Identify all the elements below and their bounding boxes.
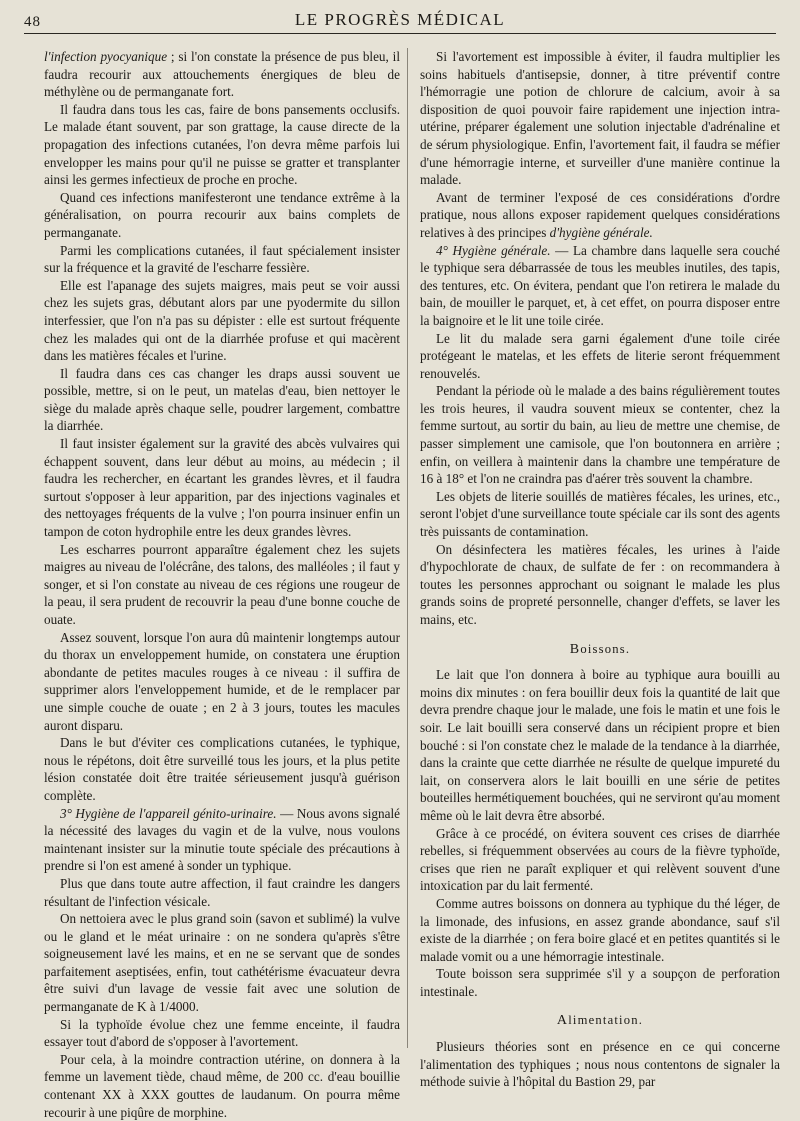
paragraph: Il faudra dans tous les cas, faire de bons pansements occlusifs. Le malade étant souvent, par son grattage, la cause directe de la propagation des infections cutanées, l'on devra même parfois lui envelopper les mains pour qu'il ne puisse se gratter et transplanter ainsi les germes infectieux de proche en proche. [44,101,400,188]
paragraph [44,805,400,875]
page-header [0,0,800,34]
paragraph-text: Avant de terminer l'exposé de ces considérations d'ordre pratique, nous allons exposer rapidement quelques considérations relatives à des principes [420,189,780,240]
paragraph [420,242,780,330]
section-heading-boissons: Boissons. [569,641,631,657]
paragraph: Plus que dans toute autre affection, il faut craindre les dangers résultant de l'infection vésicale. [44,875,400,909]
paragraph-text: — Nous avons signalé la nécessité des lavages du vagin et de la vulve, nous voulons maintenant insister sur la minutie toute spéciale des précautions à prendre si l'on est amené à sonder un typhique. [44,805,400,874]
paragraph: Si la typhoïde évolue chez une femme enceinte, il faudra essayer tout d'abord de s'opposer à l'avortement. [44,1016,400,1050]
paragraph: Les escharres pourront apparaître également chez les sujets maigres au niveau de l'olécrâne, des talons, des malléoles ; il faut y songer, et si l'on constate au niveau de ces régions une rougeur de la peau, il sera prudent de recouvrir la peau d'une bonne couche de ouate. [44,541,400,627]
paragraph: Parmi les complications cutanées, il faut spécialement insister sur la fréquence et la gravité de l'escharre fessière. [44,242,400,276]
column-divider [407,48,408,1048]
paragraph: Il faut insister également sur la gravité des abcès vulvaires qui échappent souvent, dans leur début au moins, au médecin ; il faudra les rechercher, en écartant les grandes lèvres, et il faudra surtout s'opposer à leur apparition, par des injections vaginales et des nettoyages fréquents de la vulve ; l'on pourra insinuer enfin un tampon de coton hydrophile entre les deux grandes lèvres. [44,436,400,540]
paragraph-text: ; si l'on constate la présence de pus bleu, il faudra recourir aux attouchements énergiques de bleu de méthylène ou de permanganate fort. [44,49,400,100]
subsection-heading: 3° Hygiène de l'appareil génito-urinaire. [60,805,277,821]
paragraph: Plusieurs théories sont en présence en ce qui concerne l'alimentation des typhiques ; nous nous contentons de signaler la méthode suivie à l'hôpital du Bastion 29, par [420,1039,780,1090]
paragraph [44,48,400,101]
paragraph: Le lit du malade sera garni également d'une toile cirée protégeant le matelas, et les effets de literie seront fréquemment renouvelés. [420,330,780,381]
header-rule [24,33,776,34]
italic-text: l'infection pyocyanique [44,49,168,64]
subsection-heading: 4° Hygiène générale. [436,242,551,258]
paragraph: Assez souvent, lorsque l'on aura dû maintenir longtemps autour du thorax un enveloppement humide, on constatera une éruption abondante de petites macules rouges à ce niveau : il suffira de supprimer alors l'enveloppement humide, et de le remplacer par une simple couche de ouate ; en 2 à 3 jours, toutes les macules auront disparu. [44,629,400,733]
paragraph [420,189,780,242]
paragraph: Grâce à ce procédé, on évitera souvent ces crises de diarrhée rebelles, si fréquemment observées au cours de la fièvre typhoïde, crises que rien ne paraît expliquer et qui relèvent souvent d'une intoxication par du lait fermenté. [420,825,780,894]
paragraph: Quand ces infections manifesteront une tendance extrême à la généralisation, on pourra recourir aux bains complets de permanganate. [44,189,400,240]
paragraph: Pendant la période où le malade a des bains régulièrement toutes les trois heures, il vaudra souvent mieux se contenter, chez la femme surtout, au sortir du bain, au lieu de mettre une chemise, de passer simplement une camisole, que l'on boutonnera en arrière ; enfin, on veillera à maintenir dans la chambre une température de 16 à 18° et l'on ne craindra pas d'aérer très souvent la chambre. [420,383,780,487]
paragraph-text: — La chambre dans laquelle sera couché le typhique sera débarrassée de tous les meubles inutiles, des tapis, des tentures, etc. On évitera, pendant que l'on retirera le malade du bain, de mouiller le parquet, et, à cet effet, on pourra disposer entre la baignoire et le lit une toile cirée. [420,242,780,328]
italic-text: d'hygiène générale. [549,224,653,240]
paragraph: Le lait que l'on donnera à boire au typhique aura bouilli au moins dix minutes : on fera bouillir deux fois la quantité de lait que devra prendre chaque jour le malade, une fois le matin et une fois le soir. Le lait bouilli sera conservé dans un récipient propre et bien bouché : si l'on constate chez le malade de la tendance à la diarrhée, dans la crainte que cette diarrhée ne résulte de quelque impureté du lait, on conservera alors le lait bouilli en une série de petites bouteilles hermétiquement bouchées, qui ne serviront qu'au moment même où le lait devra être absorbé. [420,667,780,823]
paragraph: Dans le but d'éviter ces complications cutanées, le typhique, nous le répétons, doit être surveillé tous les jours, et la plus petite lésion constatée doit être traitée sérieusement jusqu'à guérison complète. [44,735,400,803]
paragraph: Les objets de literie souillés de matières fécales, les urines, etc., seront l'objet d'une surveillance toute spéciale car ils sont des agents très puissants de contamination. [420,488,780,540]
paragraph: Si l'avortement est impossible à éviter, il faudra multiplier les soins habituels d'antisepsie, donner, à titre préventif contre l'hémorragie une potion de chlorure de calcium, avoir à sa disposition de quoi pouvoir faire rapidement une injection intra-utérine, préparer également une solution injectable d'adrénaline et de sérum physiologique. Enfin, l'avortement fait, il faudra se méfier d'une hémorragie interne, et surveiller d'une manière continue la malade. [420,49,780,188]
section-heading-alimentation: Alimentation. [556,1013,644,1029]
paragraph: Elle est l'apanage des sujets maigres, mais peut se voir aussi chez les sujets gras, débutant alors par une pyodermite du sillon interfessier, que l'on n'a pas su dépister : elle est surtout fréquente chez les malades qui ont de la diarrhée profuse et qui macèrent dans les matières fécales et l'urine. [44,277,400,364]
paragraph: On désinfectera les matières fécales, les urines à l'aide d'hypochlorate de chaux, de sulfate de fer : on recommandera à toutes les personnes approchant ou soignant le malade les plus grands soins de propreté personnelle, changer d'effets, se laver les mains, etc. [420,541,780,627]
journal-title: LE PROGRÈS MÉDICAL [294,10,506,29]
paragraph: Pour cela, à la moindre contraction utérine, on donnera à la femme un lavement tiède, chaud même, de 200 cc. d'eau bouillie contenant XX à XXX gouttes de laudanum. On pourra même recourir à une piqûre de morphine. [44,1051,400,1120]
paragraph: Il faudra dans ces cas changer les draps aussi souvent ue possible, mettre, si on le peut, un matelas d'eau, bien nettoyer le siège du malade après chaque selle, poudrer largement, combattre la diarrhée. [44,365,400,434]
paragraph: Comme autres boissons on donnera au typhique du thé léger, de la limonade, des infusions, en assez grande abondance, sauf s'il existe de la diarrhée ; on fera boire glacé et en petites quantités si le malade vomit ou a une hémorragie intestinale. [420,895,780,964]
right-column [420,48,780,1091]
paragraph: Toute boisson sera supprimée s'il y a soupçon de perforation intestinale. [420,966,780,999]
left-column [44,48,400,1121]
page-number: 48 [24,14,41,30]
paragraph: On nettoiera avec le plus grand soin (savon et sublimé) la vulve ou le gland et le méat urinaire : on ne sondera qu'après s'être soigneusement lavé les mains, et en ne se servant que de sondes parfaitement aseptisées, enfin, tout cathétérisme évacuateur devra être suivi d'un lavage de vessie fait avec une solution de permanganate de K à 1/4000. [44,911,400,1015]
